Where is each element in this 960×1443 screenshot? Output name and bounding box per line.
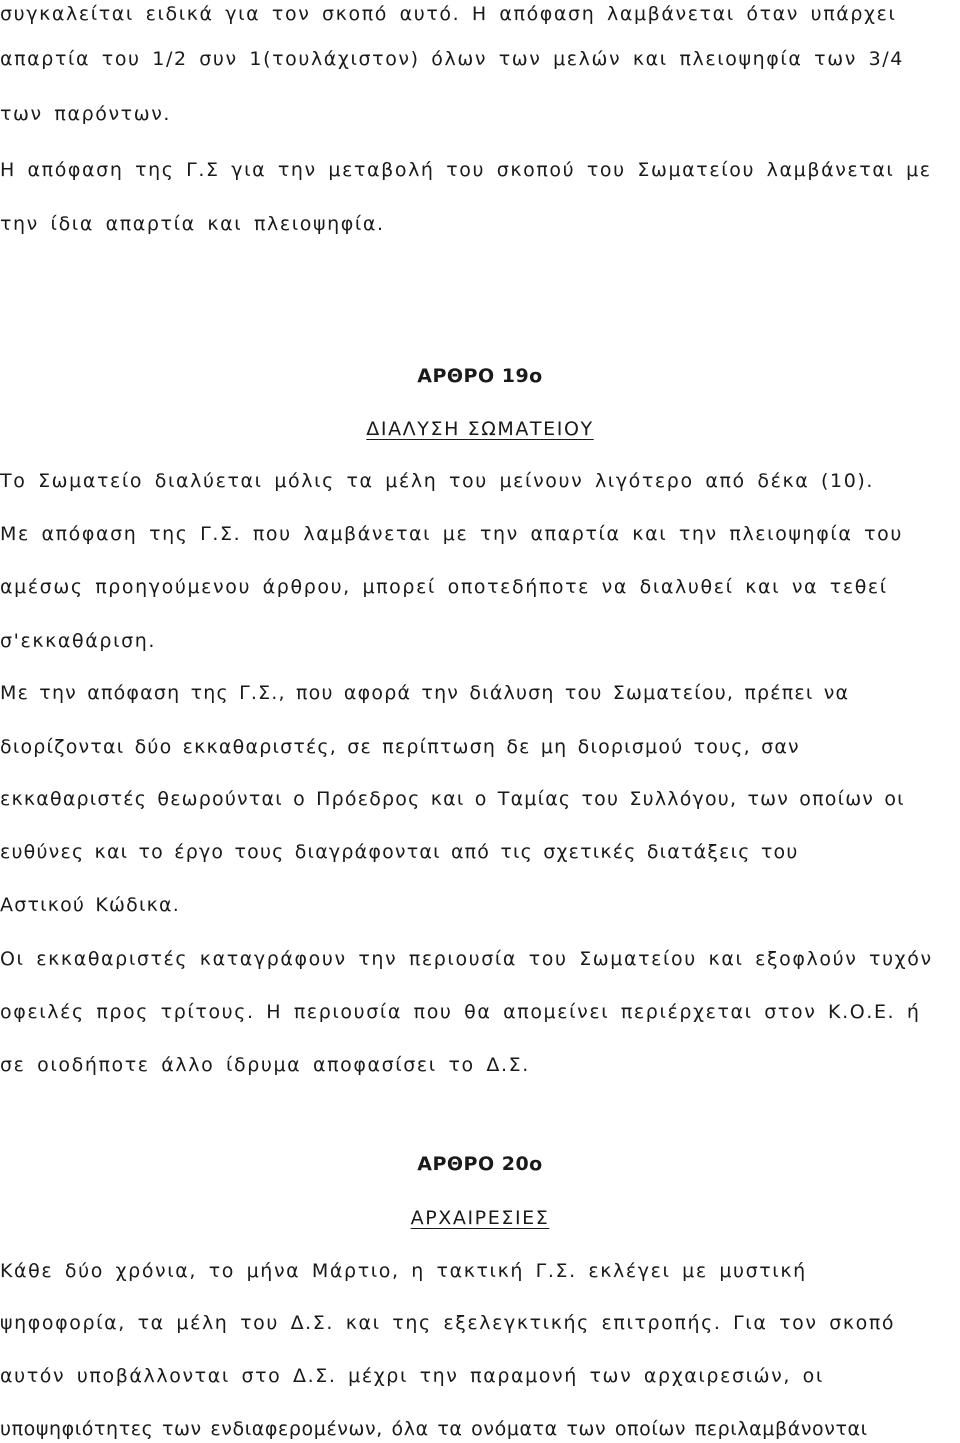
- paragraph-line: των παρόντων.: [0, 103, 172, 125]
- paragraph-line: σ'εκκαθάριση.: [0, 630, 157, 652]
- paragraph-line: Η απόφαση της Γ.Σ για την μεταβολή του σκοπού του Σωματείου λαμβάνεται με: [0, 159, 932, 181]
- paragraph-line: Αστικού Κώδικα.: [0, 894, 180, 916]
- paragraph-line: υποψηφιότητες των ενδιαφερομένων, όλα τα ονόματα των οποίων περιλαμβάνονται: [0, 1418, 868, 1440]
- paragraph-line: ευθύνες και το έργο τους διαγράφονται από τις σχετικές διατάξεις του: [0, 841, 799, 863]
- paragraph-line: απαρτία του 1/2 συν 1(τουλάχιστον) όλων των μελών και πλειοψηφία των 3/4: [0, 48, 904, 70]
- paragraph-line: Με απόφαση της Γ.Σ. που λαμβάνεται με την απαρτία και την πλειοψηφία του: [0, 523, 903, 545]
- paragraph-line: Κάθε δύο χρόνια, το μήνα Μάρτιο, η τακτική Γ.Σ. εκλέγει με μυστική: [0, 1260, 807, 1282]
- paragraph-line: διορίζονται δύο εκκαθαριστές, σε περίπτωση δε μη διορισμού τους, σαν: [0, 736, 800, 758]
- paragraph-line: οφειλές προς τρίτους. Η περιουσία που θα απομείνει περιέρχεται στον Κ.Ο.Ε. ή: [0, 1001, 921, 1023]
- paragraph-line: Με την απόφαση της Γ.Σ., που αφορά την διάλυση του Σωματείου, πρέπει να: [0, 682, 850, 704]
- paragraph-line: Οι εκκαθαριστές καταγράφουν την περιουσία του Σωματείου και εξοφλούν τυχόν: [0, 948, 933, 970]
- paragraph-line: Το Σωματείο διαλύεται μόλις τα μέλη του μείνουν λιγότερο από δέκα (10).: [0, 470, 875, 492]
- paragraph-line: αμέσως προηγούμενου άρθρου, μπορεί οποτεδήποτε να διαλυθεί και να τεθεί: [0, 576, 888, 598]
- article-19-subheading: ΔΙΑΛΥΣΗ ΣΩΜΑΤΕΙΟΥ: [366, 418, 594, 440]
- article-20-subheading: ΑΡΧΑΙΡΕΣΙΕΣ: [410, 1207, 550, 1229]
- article-19-heading: ΑΡΘΡΟ 19ο: [417, 365, 543, 387]
- article-20-heading: ΑΡΘΡΟ 20ο: [417, 1153, 543, 1175]
- paragraph-line: σε οιοδήποτε άλλο ίδρυμα αποφασίσει το Δ.Σ.: [0, 1054, 530, 1076]
- paragraph-line: αυτόν υποβάλλονται στο Δ.Σ. μέχρι την παραμονή των αρχαιρεσιών, οι: [0, 1365, 824, 1387]
- paragraph-line: εκκαθαριστές θεωρούνται ο Πρόεδρος και ο Ταμίας του Συλλόγου, των οποίων οι: [0, 788, 905, 810]
- paragraph-line: την ίδια απαρτία και πλειοψηφία.: [0, 213, 385, 235]
- paragraph-line: ψηφοφορία, τα μέλη του Δ.Σ. και της εξελεγκτικής επιτροπής. Για τον σκοπό: [0, 1312, 896, 1334]
- paragraph-line: συγκαλείται ειδικά για τον σκοπό αυτό. Η απόφαση λαμβάνεται όταν υπάρχει: [0, 3, 897, 25]
